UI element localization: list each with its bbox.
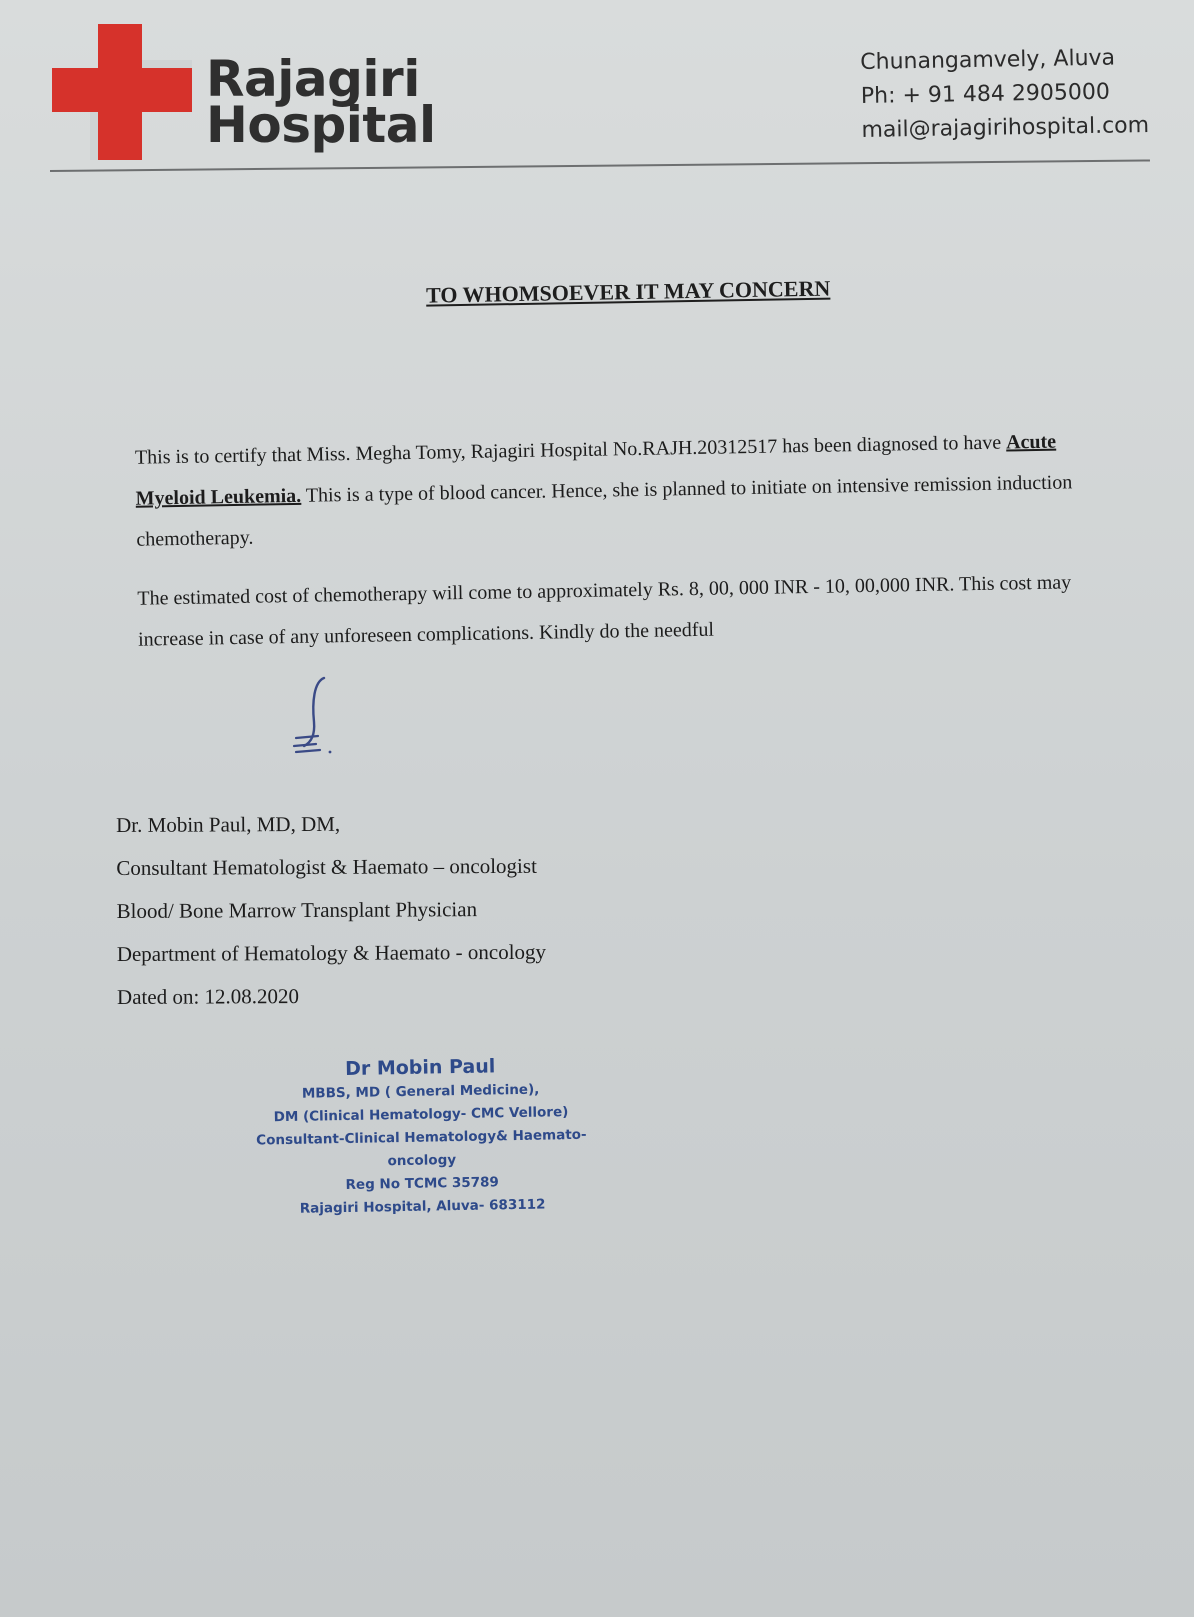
signatory-role: Blood/ Bone Marrow Transplant Physician bbox=[116, 897, 478, 923]
address: Chunangamvely, Aluva bbox=[860, 45, 1116, 75]
stamp-address: Rajagiri Hospital, Aluva- 683112 bbox=[299, 1196, 546, 1217]
stamp-qualifications: MBBS, MD ( General Medicine), bbox=[301, 1081, 540, 1102]
stamp-name: Dr Mobin Paul bbox=[344, 1055, 496, 1080]
email: mail@rajagirihospital.com bbox=[861, 112, 1150, 143]
stamp-registration: Reg No TCMC 35789 bbox=[345, 1174, 500, 1194]
logo-wordmark bbox=[206, 50, 436, 154]
contact-block bbox=[860, 41, 1149, 148]
diagnosis: Acute Myeloid Leukemia. bbox=[135, 430, 1057, 510]
letter-body bbox=[118, 271, 1104, 661]
stamp-position: Consultant-Clinical Hematology& Haemato-oncology bbox=[256, 1126, 587, 1170]
cost-paragraph: The estimated cost of chemotherapy will come to approximately Rs. 8, 00, 000 INR - 10, 00,000 INR. This cost may increase in case of any unforeseen complications. Kindly do the needful bbox=[137, 571, 1072, 651]
doctor-stamp bbox=[230, 1051, 613, 1222]
logo-line-2: Hospital bbox=[206, 96, 436, 154]
red-cross-icon bbox=[52, 24, 192, 160]
signatory-block bbox=[116, 802, 546, 1019]
signatory-name: Dr. Mobin Paul, MD, DM, bbox=[116, 811, 341, 837]
certification-paragraph bbox=[121, 421, 1103, 561]
stamp-specialization: DM (Clinical Hematology- CMC Vellore) bbox=[273, 1104, 569, 1126]
para1-start: This is to certify that Miss. Megha Tomy, Rajagiri Hospital No.RAJH.20312517 has been diagnosed to have bbox=[134, 431, 1007, 469]
logo-line-1: Rajagiri bbox=[206, 50, 420, 108]
signatory-title: Consultant Hematologist & Haemato – oncologist bbox=[116, 853, 537, 880]
handwritten-signature bbox=[290, 672, 340, 762]
signatory-department: Department of Hematology & Haemato - oncology bbox=[116, 939, 547, 966]
phone: Ph: + 91 484 2905000 bbox=[860, 79, 1111, 109]
para1-end: This is a type of blood cancer. Hence, she is planned to initiate on intensive remission induction chemotherapy. bbox=[136, 471, 1073, 551]
letter-date: Dated on: 12.08.2020 bbox=[116, 984, 300, 1009]
header-divider bbox=[50, 159, 1150, 172]
letter-title: TO WHOMSOEVER IT MAY CONCERN bbox=[425, 275, 831, 308]
